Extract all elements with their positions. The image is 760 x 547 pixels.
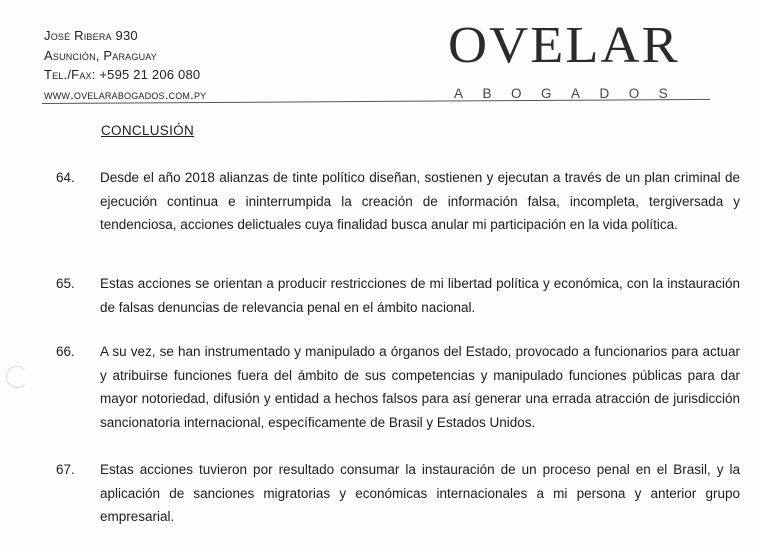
section-heading: CONCLUSIÓN [101,123,195,138]
paragraph-number: 64. [56,170,75,185]
paragraph-text: Desde el año 2018 alianzas de tinte político diseñan, sostienen y ejecutan a través de un plan criminal de ejecución continua e ininterrumpida la creación de información falsa, incompleta, tergiversada y tendenciosa, acciones delictuales cuya finalidad busca anular mi participación en la vida política. [100,170,740,232]
paragraph-66 [56,340,740,434]
brand-logo [448,16,710,101]
address-phone: Tel./Fax: +595 21 206 080 [44,67,201,82]
address-city: Asunción, Paraguay [44,47,158,63]
address-street: José Ribera 930 [44,28,138,43]
brand-name: OVELAR [448,17,680,74]
paragraph-67 [56,458,740,529]
paragraph-number: 67. [56,462,75,477]
paragraph-text: A su vez, se han instrumentado y manipulado a órganos del Estado, provocado a funcionarios para actuar y atribuirse funciones fuera del ámbito de sus competencias y manipulado funciones públicas para dar mayor notoriedad, difusión y entidad a hechos falsos para así generar una errada atracción de jurisdicción sancionatoria internacional, específicamente de Brasil y Estados Unidos. [100,344,740,430]
brand-subtitle: ABOGADOS [454,86,688,101]
address-website: www.ovelarabogados.com.py [44,86,207,102]
paragraph-64 [56,166,740,237]
letterhead-address [44,26,206,104]
paragraph-text: Estas acciones se orientan a producir restricciones de mi libertad política y económica, con la instauración de falsas denuncias de relevancia penal en el ámbito nacional. [100,276,740,315]
punch-hole-mark [6,366,28,388]
paragraph-65 [56,272,740,319]
paragraph-number: 66. [56,344,75,359]
paragraph-number: 65. [56,276,75,291]
paragraph-text: Estas acciones tuvieron por resultado consumar la instauración de un proceso penal en el Brasil, y la aplicación de sanciones migratorias y económicas internacionales a mi persona y anterior grupo empresarial. [100,462,740,524]
